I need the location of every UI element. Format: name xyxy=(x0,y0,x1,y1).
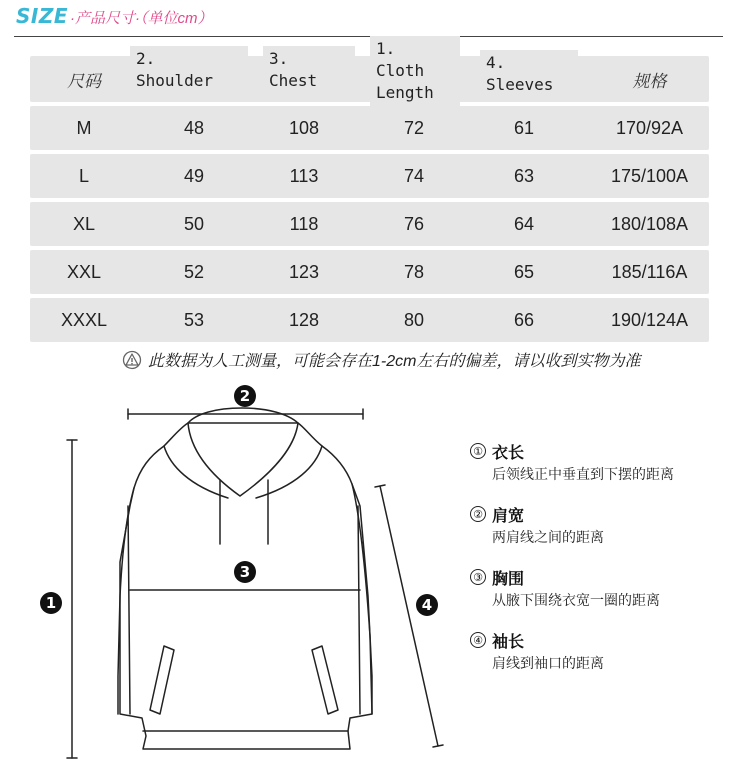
cell-size: XXXL xyxy=(60,309,108,330)
cell-sleeves: 65 xyxy=(513,261,535,282)
legend-number: ① xyxy=(470,443,486,459)
legend-number: ④ xyxy=(470,632,486,648)
cell-length: 72 xyxy=(403,117,425,138)
cell-length: 76 xyxy=(403,213,425,234)
cell-shoulder: 53 xyxy=(183,309,205,330)
header-divider xyxy=(14,36,723,37)
cell-spec: 170/92A xyxy=(615,117,684,138)
table-row xyxy=(30,106,709,150)
legend-item xyxy=(470,503,730,547)
note-text: 此数据为人工测量，可能会存在1-2cm左右的偏差，请以收到实物为准 xyxy=(148,353,641,370)
marker-length: 1 xyxy=(40,592,62,614)
cell-sleeves: 61 xyxy=(513,117,535,138)
header-chest: 3. Chest xyxy=(263,46,355,100)
table-row xyxy=(30,298,709,342)
legend-item xyxy=(470,440,730,484)
header-size: 尺码 xyxy=(67,71,101,91)
cell-size: XL xyxy=(72,213,96,234)
hoodie-diagram xyxy=(0,376,460,777)
header-sleeves: 4. Sleeves xyxy=(480,50,578,98)
legend-title: 衣长 xyxy=(492,444,525,462)
warning-icon xyxy=(122,350,142,370)
legend-description: 两肩线之间的距离 xyxy=(492,529,604,545)
cell-chest: 108 xyxy=(288,117,320,138)
hoodie-outline xyxy=(120,423,372,749)
legend-item xyxy=(470,629,730,673)
size-subtitle: ·产品尺寸·（单位cm） xyxy=(70,10,213,27)
legend-description: 肩线到袖口的距离 xyxy=(492,655,604,671)
marker-chest: 3 xyxy=(234,561,256,583)
cell-length: 74 xyxy=(403,165,425,186)
legend-description: 后领线正中垂直到下摆的距离 xyxy=(492,466,674,482)
cell-size: M xyxy=(76,117,92,138)
cell-spec: 180/108A xyxy=(610,213,689,234)
cell-shoulder: 49 xyxy=(183,165,205,186)
cell-chest: 118 xyxy=(289,213,319,234)
cell-spec: 175/100A xyxy=(610,165,689,186)
measurement-note xyxy=(122,348,640,371)
right-pocket xyxy=(312,646,338,714)
cell-size: XXL xyxy=(66,261,102,282)
cell-chest: 113 xyxy=(289,165,319,186)
legend-number: ③ xyxy=(470,569,486,585)
hood-outline xyxy=(188,423,298,496)
cell-shoulder: 48 xyxy=(183,117,205,138)
page-header xyxy=(16,4,213,30)
header-shoulder: 2. Shoulder xyxy=(130,46,248,100)
cell-length: 80 xyxy=(403,309,425,330)
legend-description: 从腋下围绕衣宽一圈的距离 xyxy=(492,592,660,608)
size-table xyxy=(30,38,709,346)
cell-chest: 123 xyxy=(288,261,320,282)
cell-spec: 190/124A xyxy=(610,309,689,330)
sleeve-measure-line xyxy=(380,486,438,746)
left-pocket xyxy=(150,646,174,714)
table-row xyxy=(30,154,709,198)
table-row xyxy=(30,250,709,294)
marker-shoulder: 2 xyxy=(234,385,256,407)
legend-number: ② xyxy=(470,506,486,522)
header-spec: 规格 xyxy=(632,71,667,91)
cell-shoulder: 52 xyxy=(183,261,205,282)
header-length: 1. Cloth Length xyxy=(370,36,460,106)
legend-item xyxy=(470,566,730,610)
cell-shoulder: 50 xyxy=(183,213,205,234)
size-title: SIZE xyxy=(16,4,69,28)
table-row xyxy=(30,202,709,246)
legend-title: 袖长 xyxy=(492,633,525,651)
legend-title: 肩宽 xyxy=(492,507,525,525)
cell-size: L xyxy=(78,165,89,186)
legend-title: 胸围 xyxy=(492,570,525,588)
cell-length: 78 xyxy=(403,261,425,282)
cell-sleeves: 64 xyxy=(513,213,535,234)
marker-sleeves: 4 xyxy=(416,594,438,616)
cell-sleeves: 63 xyxy=(513,165,535,186)
cell-sleeves: 66 xyxy=(513,309,535,330)
measurement-legend xyxy=(470,440,730,692)
cell-spec: 185/116A xyxy=(611,261,688,282)
table-header-row xyxy=(30,38,709,102)
cell-chest: 128 xyxy=(288,309,320,330)
